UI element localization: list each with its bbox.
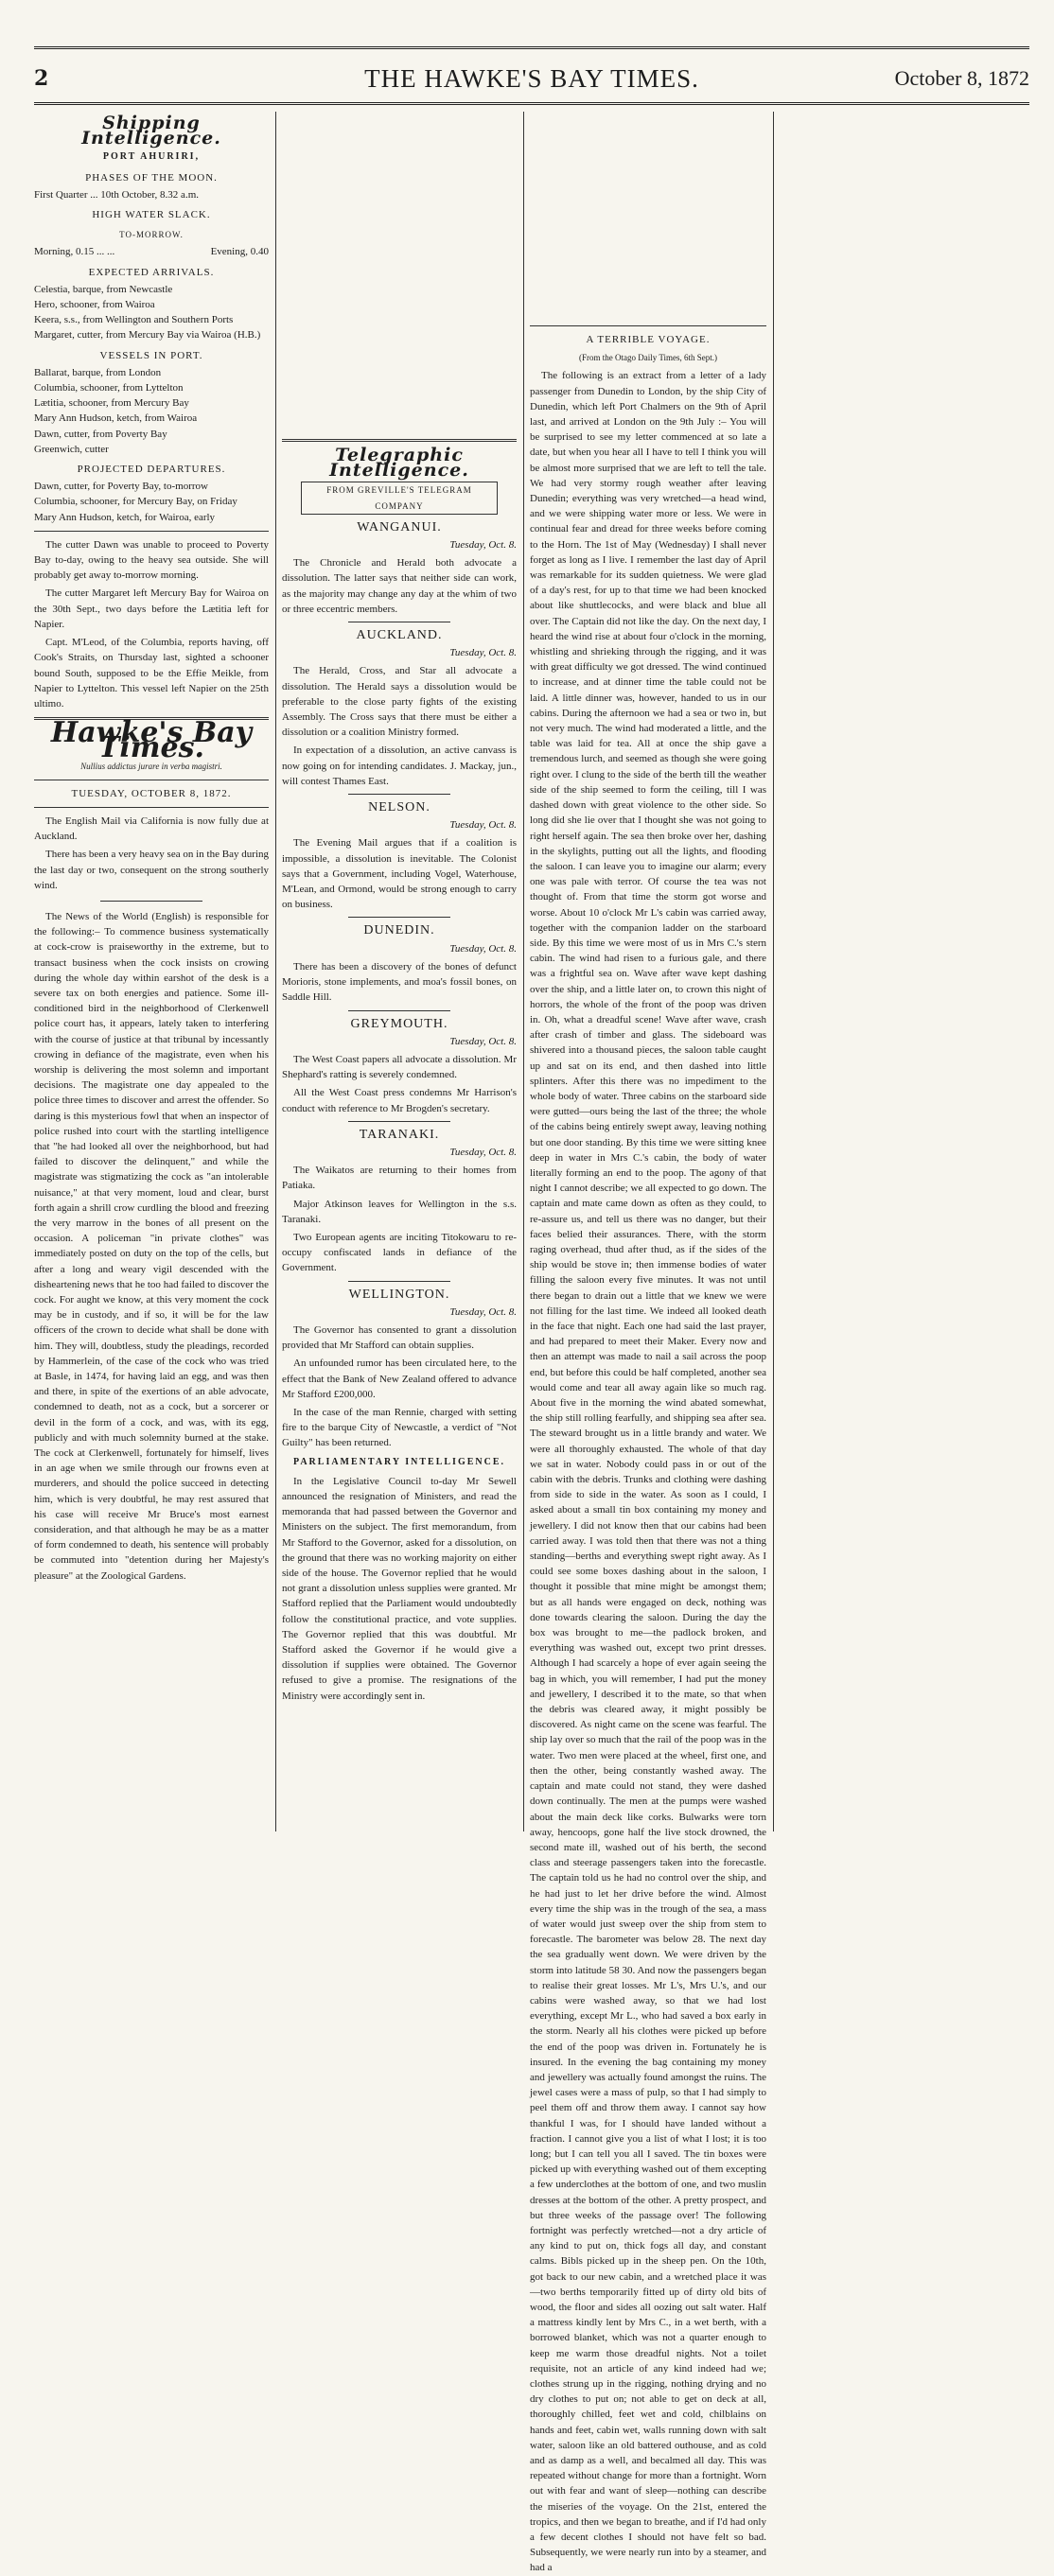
telegram-paragraph: The West Coast papers all advocate a dissolution. Mr Shephard's ratting is severely condemned. <box>282 1053 517 1081</box>
section-rule <box>530 325 766 326</box>
taranaki-heading: TARANAKI. <box>359 1127 440 1142</box>
page-number: 2 <box>34 66 49 91</box>
editorial-paragraph: There has been a very heavy sea on in the Bay during the last day or two, consequent on the strong southerly wind. <box>34 849 269 891</box>
tide-morning: Morning, 0.15 ... ... <box>34 246 115 258</box>
port-name: PORT AHURIRI, <box>102 151 201 163</box>
column-rule <box>523 112 524 1831</box>
dateline: Tuesday, Oct. 8. <box>449 1146 517 1158</box>
dateline: Tuesday, Oct. 8. <box>449 1035 517 1047</box>
list-item: Ballarat, barque, from London <box>34 366 162 378</box>
shipping-heading: Shipping Intelligence. <box>81 113 221 149</box>
header-rule <box>34 102 1029 105</box>
telegram-paragraph: There has been a discovery of the bones of defunct Morioris, stone implements, and moa's fossil bones, on Saddle Hill. <box>282 960 517 1004</box>
section-rule <box>348 794 450 795</box>
top-rule <box>34 46 1029 49</box>
dateline: Tuesday, Oct. 8. <box>449 942 517 955</box>
section-rule <box>348 1010 450 1011</box>
paper-motto: Nullius addictus jurare in verba magistri. <box>80 761 222 771</box>
telegram-paragraph: The Chronicle and Herald both advocate a dissolution. The latter says that neither side can work, as the majority may change any day at the whim of two or three eccentric members. <box>282 557 517 615</box>
shipping-paragraph: The cutter Dawn was unable to proceed to Poverty Bay to-day, owing to the heavy sea outside. She will probably get away to-morrow morning. <box>34 538 269 582</box>
list-item: Lætitia, schooner, from Mercury Bay <box>34 397 189 410</box>
voyage-body: The following is an extract from a letter of a lady passenger from Dunedin to London, by the ship City of Dunedin, which left Port Chalmers on the 9th of April last, and arrived at London on the 9th July :– You will be surprised to see my letter commenced at so late a date, but when you hear all I have to tell I think you will be almost more surprised that we are left to tell the tale. We had very stormy rough weather after leaving Dunedin; everything was very wretched—a head wind, and we were shipping water more or less. We were in continual fear and dread for three weeks before coming to the Horn. The 1st of May (Wednesday) I shall never forget as long as I live. I remember the last day of April was remarkable for its sudden quietness. We were glad of a day's rest, for up to that time we had been knocked about like shuttlecocks, and were black and blue all over. The Captain did not like the day. On the next day, I heard the wind rise at about four o'clock in the morning, whistling and shrieking through the rigging, and it was with great difficulty we got dressed. The wind continued to increase, and at dinner time the table could not be laid. A little dinner was, however, handed to us in our cabins. During the afternoon we had a sea or two in, but not very much. The wind had moderated a little, and the table was laid for tea. All at once the ship gave a tremendous lurch, and seemed as though she were going right over. I clung to the side of the berth till the weather side of the ship seemed to form the ceiling, till I was dashed down with great violence to the other side. So long did she lie over that I thought she was not going to right herself again. The sea then broke over her, dashing in the skylights, putting out all the lights, and flooding the saloon. I can leave you to imagine our alarm; every one was pale with terror. Of course the tea was not thought of. From that time the storm got worse and worse. About 10 o'clock Mr L's cabin was carried away, together with the companion ladder on the starboard side. By this time we were most of us in Mrs C.'s stern cabin. The wind had risen to a furious gale, and there was a frightful sea on. Wave after wave kept dashing over the ship, and a little later on, to crown this night of horrors, the whole of the front of the poop was driven in. Oh, what a dreadful scene! Wave after wave, crash after crash of timber and glass. The sideboard was shivered into a thousand pieces, the saloon table caught up and sat on its end, and then dashed into little splinters. After this there was no impediment to the whole body of water. Three cabins on the starboard side were gutted—ours being the last of the three; the whole of the cabins being entirely swept away, leaving nothing but one door standing. By this time we were sitting knee deep in water in Mrs C.'s cabin, the body of water literally forming an end to the poop. The agony of that night I cannot describe; we all expected to go down. The captain and mate came down as often as they could, to re-assure us, and tell us there was no danger, but their faces belied their assurances. There, with the storm raging overhead, thud after thud, as if the sides of the ship would be stove in; then immense bodies of water filling the saloon every five minutes. It was not until there began to drain out a little that we knew we were not filling for the last time. We indeed all looked death in the face that night. Each one had said the last prayer, and had prepared to meet their Maker. Every now and then an attempt was made to nail a sail across the poop end, but before this could be half completed, another sea would come and tear all away again like so much rag. About five in the morning the wind abated somewhat, the ship still rolling fearfully, and shipping sea after sea. The steward brought us in a little brandy and water. We were all thoroughly exhausted. The whole of that day we sat in water. Nobody could pass in or out of the cabin with the debris. Trunks and clothing were dashing from side to side in the water. As soon as I could, I asked about a small tin box containing my money and jewellery. I did not know then that our cabins had been carried away. I was told then that there was not a thing standing—berths and everything swept right away. As I could see some boxes dashing about in the saloon, I thought it possible that mine might be amongst them; but as all hands were engaged on deck, nothing was done towards clearing the saloon. During the day the box was brought to me—the padlock broken, and everything was washed out, except two print dresses. Although I had scarcely a hope of ever again seeing the bag in which, you will remember, I had put the money and jewellery, I described it to the mate, so that when the debris was cleared away, it might possibly be discovered. As night came on the scene was fearful. The ship lay over so much that the rail of the poop was in the water. Two men were placed at the wheel, first one, and then the other, being constantly washed away. The captain and mate could not stand, they were dashed down continually. The men at the pumps were washed about the main deck like corks. Bulwarks were torn away, hencoops, gone half the live stock drowned, the second mate ill, washed out of his berth, the second class and steerage passengers taken into the forecastle. The captain told us he had no control over the ship, and he had just to let her drive before the wind. Almost every time the ship was in the trough of the sea, a mass of water would just sweep over the ship from stem to forecastle. The barometer was below 28. The next day the sea gradually went down. We were driven by the storm into latitude 58 30. And now the passengers began to realise their great losses. Mr L's, Mrs U.'s, and our cabins were washed away, so that we had lost everything, except Mr L., who had saved a box early in the storm. Nearly all his clothes were picked up before the end of the poop was driven in. Fortunately he is insured. In the evening the bag containing my money and jewellery was actually found amongst the ruins. The jewel cases were a mass of pulp, so that I had simply to peel them off and throw them away. I cannot say how thankful I was, for I should have landed without a fraction. I cannot give you a list of what I lost; it is too long; but I can tell you all I saved. The tin boxes were picked up with everything washed out of them excepting a few underclothes at the bottom of one, and two muslin dresses at the bottom of the other. A pretty prospect, and but three weeks of the passage over! The following fortnight was perfectly wretched—not a dry article of any kind to put on, thick fogs all day, and constant calms. Bibls picked up in the sheep pen. On the 10th, got back to our new cabin, and a wretched place it was—two berths temporarily fitted up of dirty old bits of wood, the floor and sides all oozing out salt water. Half a mattress kindly lent by Mrs C., in a wet berth, with a borrowed blanket, which was not a quarter enough to keep me warm those dreadful nights. Not a toilet requisite, not an article of any kind indeed had we; clothes strung up in the rigging, nothing drying and no dry clothes to put on; not able to get on deck at all, thoroughly chilled, feet wet and cold, chilblains on hands and feet, cabin wet, walls running down with salt water, saloon like an old battered outhouse, and as cold and as damp as a well, and becalmed all day. This was repeated without change for more than a fortnight. Worn out with fear and want of sleep—nothing can describe the miseries of the voyage. On the 21st, entered the tropics, and then we began to breathe, and if I'd had only a few decent clothes I should not have felt so bad. Subsequently, we were nearly run into by a steamer, and had a <box>530 370 766 2574</box>
tide-evening: Evening, 0.40 <box>210 246 269 258</box>
list-item: Mary Ann Hudson, ketch, from Wairoa <box>34 412 198 425</box>
section-rule <box>348 1121 450 1122</box>
telegraphic-heading: Telegraphic Intelligence. <box>329 445 469 482</box>
tide-heading: HIGH WATER SLACK. <box>92 209 211 221</box>
telegram-paragraph: In the case of the man Rennie, charged with setting fire to the barque City of Newcastle, a verdict of "Not Guilty" has been returned. <box>282 1406 517 1449</box>
telegram-paragraph: In expectation of a dissolution, an active canvass is now going on for intending candidates. J. Mackay, jun., will contest Thames East. <box>282 745 517 787</box>
telegram-paragraph: In the Legislative Council to-day Mr Sewell announced the resignation of Ministers, and read the memoranda that had passed between the Governor and Ministers on the subject. The first memorandum, from Mr Stafford to the Governor, asked for a dissolution, on the ground that there was no working majority on either side of the house. The Governor replied that he would not grant a dissolution unless supplies were granted. Mr Stafford replied that the Parliament would undoubtedly follow the constitutional practice, and vote supplies. The Governor replied that this was doubtful. Mr Stafford asked the Governor if he would give a dissolution if supplies were obtained. The Governor refused to give a promise. The resignations of the Ministry were accordingly sent in. <box>282 1475 517 1702</box>
list-item: Celestia, barque, from Newcastle <box>34 283 173 295</box>
dateline: Tuesday, Oct. 8. <box>449 1306 517 1318</box>
telegram-paragraph: The Governor has consented to grant a dissolution provided that Mr Stafford can obtain supplies. <box>282 1323 517 1352</box>
list-item: Hero, schooner, from Wairoa <box>34 299 155 311</box>
dateline: Tuesday, Oct. 8. <box>449 647 517 659</box>
telegram-paragraph: The Evening Mail argues that if a coalition is impossible, a dissolution is inevitable. The Colonist says that a Government, including Vogel, Waterhouse, M'Lean, and Ormond, would be strong enough to carry on business. <box>282 837 517 911</box>
tide-sub: TO-MORROW. <box>119 230 184 240</box>
column-4 <box>780 112 1029 1831</box>
section-rule <box>282 439 517 442</box>
list-item: Dawn, cutter, from Poverty Bay <box>34 428 167 440</box>
telegram-paragraph: An unfounded rumor has been circulated here, to the effect that the Bank of New Zealand offered to advance Mr Stafford £200,000. <box>282 1358 517 1400</box>
auckland-heading: AUCKLAND. <box>356 628 443 643</box>
list-item: Dawn, cutter, for Poverty Bay, to-morrow <box>34 481 208 493</box>
section-rule <box>34 531 269 532</box>
telegram-paragraph: Two European agents are inciting Titokowaru to re-occupy confiscated lands in defiance of the Government. <box>282 1231 517 1274</box>
list-item: Mary Ann Hudson, ketch, for Wairoa, early <box>34 511 216 523</box>
list-item: Columbia, schooner, for Mercury Bay, on Friday <box>34 496 237 508</box>
dateline: Tuesday, Oct. 8. <box>449 539 517 552</box>
voyage-source: (From the Otago Daily Times, 6th Sept.) <box>579 353 717 363</box>
list-item: Keera, s.s., from Wellington and Southern Ports <box>34 314 234 326</box>
moon-heading: PHASES OF THE MOON. <box>85 171 218 184</box>
telegram-paragraph: Major Atkinson leaves for Wellington in the s.s. Taranaki. <box>282 1198 517 1225</box>
parliamentary-heading: PARLIAMENTARY INTELLIGENCE. <box>292 1456 506 1467</box>
inport-heading: VESSELS IN PORT. <box>99 349 203 361</box>
masthead <box>34 57 1029 95</box>
telegram-paragraph: All the West Coast press condemns Mr Harrison's conduct with reference to Mr Brogden's secretary. <box>282 1087 517 1114</box>
section-rule <box>348 917 450 918</box>
page-title: THE HAWKE'S BAY TIMES. <box>364 64 699 93</box>
column-1 <box>34 112 269 1831</box>
tide-times <box>34 244 269 259</box>
greymouth-heading: GREYMOUTH. <box>350 1016 448 1031</box>
wellington-heading: WELLINGTON. <box>348 1287 450 1302</box>
expected-heading: EXPECTED ARRIVALS. <box>88 266 215 278</box>
departures-heading: PROJECTED DEPARTURES. <box>77 464 226 476</box>
section-rule <box>348 1281 450 1282</box>
wanganui-heading: WANGANUI. <box>357 519 442 534</box>
page-date: October 8, 1872 <box>894 66 1029 90</box>
nelson-heading: NELSON. <box>368 800 430 815</box>
voyage-heading: A TERRIBLE VOYAGE. <box>586 334 711 345</box>
shipping-paragraph: The cutter Margaret left Mercury Bay for Wairoa on the 30th Sept., two days before the Lætitia left for Napier. <box>34 587 269 630</box>
telegram-paragraph: The Herald, Cross, and Star all advocate a dissolution. The Herald says a dissolution would be preferable to the close party fights of the existing Assembly. The Cross says that there must be either a dissolution or a coalition Ministry formed. <box>282 665 517 739</box>
column-rule <box>275 112 276 1831</box>
telegram-paragraph: The Waikatos are returning to their homes from Patiaka. <box>282 1165 517 1192</box>
column-2 <box>282 112 517 1831</box>
moon-line: First Quarter ... 10th October, 8.32 a.m. <box>34 188 199 201</box>
shipping-paragraph: Capt. M'Leod, of the Columbia, reports having, off Cook's Straits, on Thursday last, sighted a schooner bound South, supposed to be the Effie Meikle, from Napier to Lyttelton. This vessel left Napier on the 25th ultimo. <box>34 637 269 710</box>
column-3 <box>530 112 766 2574</box>
list-item: Margaret, cutter, from Mercury Bay via Wairoa (H.B.) <box>34 329 261 342</box>
section-rule <box>100 901 202 902</box>
editorial-paragraph: The English Mail via California is now fully due at Auckland. <box>34 815 269 843</box>
list-item: Greenwich, cutter <box>34 443 109 455</box>
telegram-source: FROM GREVILLE'S TELEGRAM COMPANY <box>301 482 498 514</box>
list-item: Columbia, schooner, from Lyttelton <box>34 382 184 394</box>
dunedin-heading: DUNEDIN. <box>363 923 435 938</box>
section-rule <box>34 807 269 808</box>
editorial-date: TUESDAY, OCTOBER 8, 1872. <box>71 787 232 799</box>
column-rule <box>773 112 774 1831</box>
editorial-paragraph: The News of the World (English) is responsible for the following:– To commence business systematically at cock-crow is praiseworthy in the extreme, but to transact business when the cock insists on crowing during the whole day within earshot of the desk is a severe tax on both energies and patience. Some ill-conditioned bird in the neighborhood of Clerkenwell police court has, it appears, lately taken to interfering with the course of justice at that tribunal by incessantly crowing in defiance of the magistrate, even when his worship is delivering the most solemn and important decisions. The magistrate one day appealed to the police three times to discover and arrest the offender. So daring is this mysterious fowl that when an inspector of police rushed into court with the startling intelligence that "he had looked all over the neighborhood, but had failed to discover the delinquent," and while the magistrate was stigmatizing the cock as "an intolerable nuisance," at that very moment, loud and clear, burst forth again a shrill crow curdling the blood and freezing the very marrow in the bones of all present on the occasion. A policeman "in private clothes" was immediately posted on duty on the top of the cells, but after a long and weary vigil descended with the disheartening news that he too had failed to discover the cock. For aught we know, at this very moment the cock may be in custody, and if so, it will be for the law officers of the crown to decide what shall be done with him. They will, doubtless, study the pleadings, recorded by Hammerlein, of the case of the cock who was tried at Basle, in 1474, for having laid an egg, and was then and there, in spite of the exertions of an able advocate, condemned to death, not as a cock, but a sorcerer or devil in the form of a cock, and was, with its egg, publicly and with much solemnity burned at the stake. The cock at Clerkenwell, fortunately for himself, lives in an age when we smile through our frowns even at murderers, and should the police succeed in detecting him, which is very doubtful, he may rest assured that his case will receive Mr Bruce's most earnest consideration, and that although he may be as a matter of form condemned to death, his sentence will probably be commuted into "detention during her Majesty's pleasure" at the Zoological Gardens. <box>34 910 269 1582</box>
dateline: Tuesday, Oct. 8. <box>449 819 517 832</box>
paper-nameplate: Hawke's Bay Times. <box>50 716 253 765</box>
